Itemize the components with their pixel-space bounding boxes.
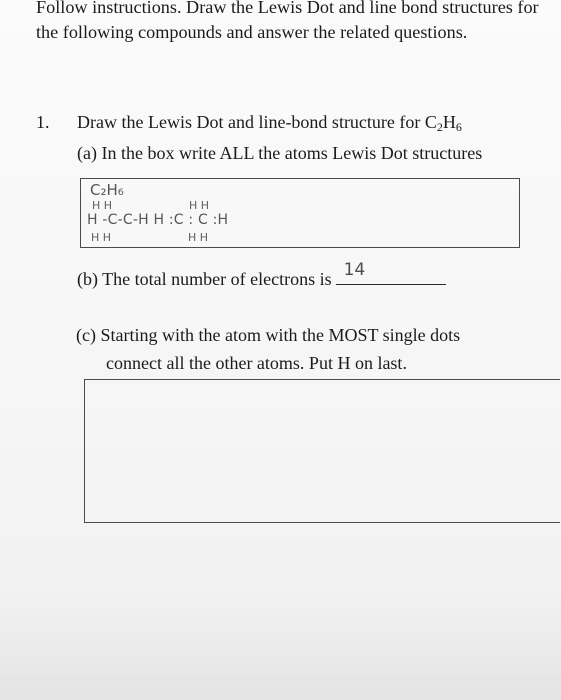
part-b-prompt — [77, 260, 446, 290]
part-b-text: (b) The total number of electrons is — [77, 269, 332, 289]
paper-shadow — [0, 600, 561, 700]
question-text-main: Draw the Lewis Dot and line-bond structure for C — [77, 112, 437, 132]
electron-count-blank[interactable] — [336, 260, 446, 285]
handwritten-formula: C₂H₆ — [90, 181, 124, 199]
instructions-text: Follow instructions. Draw the Lewis Dot and line bond structures for the following compounds and answer the related questions. — [36, 0, 539, 42]
handwritten-h-bottom-right: H H — [188, 231, 209, 244]
part-c-prompt — [76, 321, 526, 377]
part-c-line-2: connect all the other atoms. Put H on last. — [106, 353, 407, 373]
handwritten-h-top-left: H H — [92, 199, 113, 212]
handwritten-h-top-right: H H — [189, 199, 210, 212]
part-c-line-1: (c) Starting with the atom with the MOST single dots — [76, 325, 461, 345]
question-text — [77, 112, 462, 135]
electron-count-answer: 14 — [343, 260, 366, 280]
answer-box-a[interactable] — [80, 178, 520, 248]
answer-box-c[interactable] — [84, 379, 560, 523]
carbon-subscript: 2 — [436, 120, 443, 134]
part-a-prompt: (a) In the box write ALL the atoms Lewis Dot structures — [77, 143, 483, 163]
question-number: 1. — [36, 112, 50, 132]
handwritten-h-bottom-left: H H — [91, 231, 112, 244]
hydrogen-symbol: H — [442, 112, 456, 132]
hydrogen-subscript: 6 — [455, 120, 462, 134]
handwritten-structure: H -C-C-H H :C : C :H — [87, 212, 229, 228]
